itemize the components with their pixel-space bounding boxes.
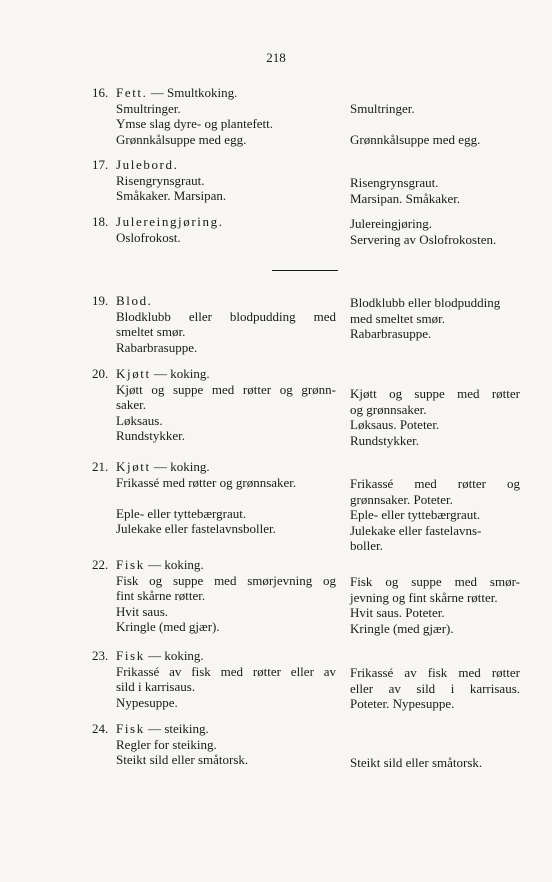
right-line: Servering av Oslofrokosten. xyxy=(350,231,497,247)
left-line: Løksaus. xyxy=(116,412,163,428)
right-column xyxy=(350,216,520,247)
heading-word: Fisk xyxy=(116,648,145,663)
section-heading xyxy=(116,85,336,101)
left-line: saker. xyxy=(116,397,146,412)
left-line: Regler for steiking. xyxy=(116,736,217,752)
left-line: Rabarbrasuppe. xyxy=(116,339,198,355)
left-column xyxy=(116,366,336,444)
heading-rest: — koking. xyxy=(144,648,204,663)
left-line: Fisk og suppe med smørjevning og xyxy=(116,572,336,588)
right-column xyxy=(350,665,520,712)
right-line: Poteter. Nypesuppe. xyxy=(350,696,455,711)
right-line: Julereingjøring. xyxy=(350,216,432,231)
section-heading xyxy=(116,721,336,737)
section-number: 18. xyxy=(92,214,109,229)
left-line: Kjøtt og suppe med røtter og grønn- xyxy=(116,381,336,397)
heading-word: Julebord. xyxy=(116,157,179,172)
left-line: Nypesuppe. xyxy=(116,694,178,710)
right-line: Frikassé av fisk med røtter xyxy=(350,665,520,680)
left-column xyxy=(116,721,336,768)
section-heading xyxy=(116,459,336,475)
right-line: Kjøtt og suppe med røtter xyxy=(350,386,520,401)
right-line: Frikassé med røtter og xyxy=(350,476,520,491)
section-number: 17. xyxy=(92,157,109,172)
left-column xyxy=(116,648,336,710)
heading-word: Fisk xyxy=(116,721,145,736)
heading-rest: — Smultkoking. xyxy=(147,85,238,100)
left-line: Steikt sild eller småtorsk. xyxy=(116,752,249,767)
section-heading xyxy=(116,366,336,382)
heading-rest: — koking. xyxy=(144,557,204,572)
section-number: 16. xyxy=(92,85,109,100)
right-line: Kringle (med gjær). xyxy=(350,620,454,636)
right-column xyxy=(350,386,520,448)
heading-rest: — koking. xyxy=(150,366,210,381)
left-line: Ymse slag dyre- og plantefett. xyxy=(116,116,274,131)
right-column xyxy=(350,175,520,206)
left-line: Frikassé av fisk med røtter eller av xyxy=(116,663,336,679)
right-line xyxy=(350,724,520,740)
left-line: Blodklubb eller blodpudding med xyxy=(116,308,336,324)
left-line: Oslofrokost. xyxy=(116,229,181,245)
heading-word: Fett. xyxy=(116,85,148,100)
right-line: Løksaus. Poteter. xyxy=(350,417,440,432)
section-number: 24. xyxy=(92,721,109,736)
right-column xyxy=(350,476,520,554)
page-number: 218 xyxy=(266,50,286,65)
right-line: Eple- eller tyttebærgraut. xyxy=(350,507,481,522)
section-number: 19. xyxy=(92,293,109,308)
left-column xyxy=(116,214,336,245)
right-line: Fisk og suppe med smør- xyxy=(350,574,520,589)
right-line: Grønnkålsuppe med egg. xyxy=(350,131,481,147)
right-line: Rabarbrasuppe. xyxy=(350,326,432,341)
section-heading xyxy=(116,293,336,309)
heading-rest: — steiking. xyxy=(144,721,209,736)
right-line: boller. xyxy=(350,538,383,553)
left-line: Rundstykker. xyxy=(116,428,185,443)
right-line: Risengrynsgraut. xyxy=(350,175,439,190)
left-line: Grønnkålsuppe med egg. xyxy=(116,131,247,147)
left-line: Kringle (med gjær). xyxy=(116,619,220,634)
right-line: med smeltet smør. xyxy=(350,310,445,326)
left-line: Småkaker. Marsipan. xyxy=(116,188,227,203)
right-line xyxy=(350,740,520,756)
heading-word: Kjøtt xyxy=(116,459,151,474)
right-line: Hvit saus. Poteter. xyxy=(350,605,445,620)
right-line: grønnsaker. Poteter. xyxy=(350,491,453,507)
heading-rest: — koking. xyxy=(150,459,210,474)
left-line: smeltet smør. xyxy=(116,324,186,339)
right-line xyxy=(350,116,520,132)
section-number: 21. xyxy=(92,459,109,474)
left-column xyxy=(116,293,336,355)
left-line xyxy=(116,490,336,506)
right-line: Blodklubb eller blodpudding xyxy=(350,295,501,310)
section-heading xyxy=(116,157,336,173)
heading-word: Julereingjøring. xyxy=(116,214,224,229)
left-line: Smultringer. xyxy=(116,100,181,116)
left-line: sild i karrisaus. xyxy=(116,679,196,694)
left-line: Frikassé med røtter og grønnsaker. xyxy=(116,474,297,490)
right-line: Smultringer. xyxy=(350,100,415,116)
section-heading xyxy=(116,214,336,230)
right-line: Steikt sild eller småtorsk. xyxy=(350,755,483,770)
right-line: eller av sild i karrisaus. xyxy=(350,680,520,696)
left-column xyxy=(116,85,336,147)
left-column xyxy=(116,157,336,204)
right-column xyxy=(350,574,520,636)
section-heading xyxy=(116,648,336,664)
section-heading xyxy=(116,557,336,573)
heading-word: Kjøtt xyxy=(116,366,151,381)
left-column xyxy=(116,459,336,537)
section-number: 23. xyxy=(92,648,109,663)
right-line: Marsipan. Småkaker. xyxy=(350,190,461,206)
left-column xyxy=(116,557,336,635)
heading-word: Fisk xyxy=(116,557,145,572)
right-column xyxy=(350,101,520,148)
right-column xyxy=(350,724,520,771)
left-line: Eple- eller tyttebærgraut. xyxy=(116,505,247,521)
right-line: jevning og fint skårne røtter. xyxy=(350,589,498,605)
left-line: Hvit saus. xyxy=(116,603,168,619)
right-line: og grønnsaker. xyxy=(350,401,427,417)
left-line: Risengrynsgraut. xyxy=(116,172,205,188)
right-line: Rundstykker. xyxy=(350,432,419,448)
section-number: 22. xyxy=(92,557,109,572)
left-line: Julekake eller fastelavnsboller. xyxy=(116,521,276,536)
right-line: Julekake eller fastelavns- xyxy=(350,522,482,538)
section-divider xyxy=(272,270,338,271)
right-column xyxy=(350,295,520,342)
section-number: 20. xyxy=(92,366,109,381)
heading-word: Blod. xyxy=(116,293,153,308)
left-line: fint skårne røtter. xyxy=(116,588,206,603)
